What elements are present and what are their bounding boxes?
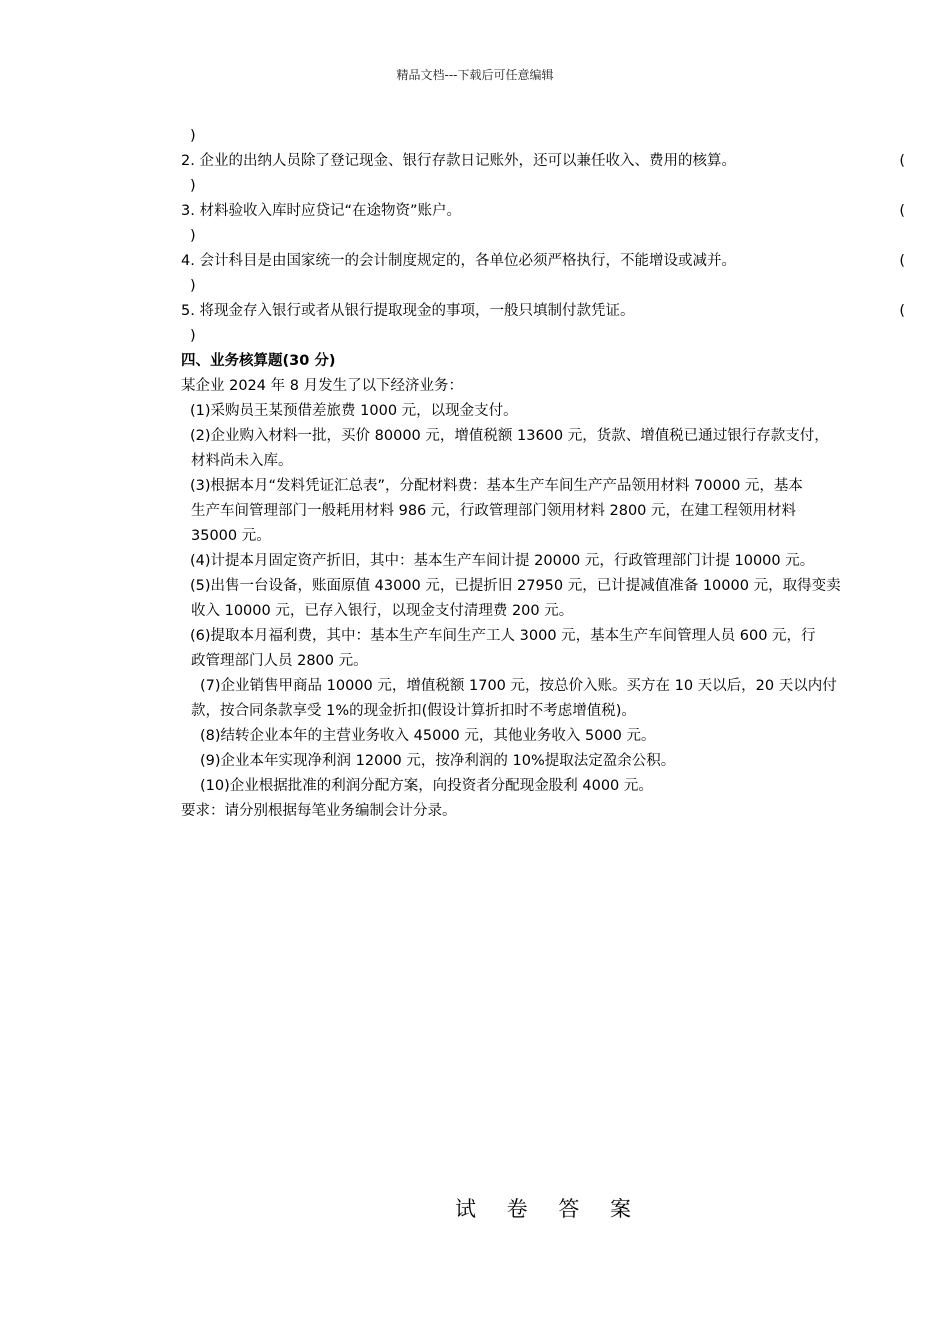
question-5-line-2: 收入 10000 元，已存入银行，以现金支付清理费 200 元。 xyxy=(191,603,574,619)
tf-item-text: 3. 材料验收入库时应贷记“在途物资”账户。 xyxy=(181,203,461,219)
question-6-line-2: 政管理部门人员 2800 元。 xyxy=(191,653,368,669)
requirement-text: 要求：请分别根据每笔业务编制会计分录。 xyxy=(181,803,457,819)
tf-item-text: 4. 会计科目是由国家统一的会计制度规定的，各单位必须严格执行，不能增设或减并。 xyxy=(181,253,736,269)
question-1: (1)采购员王某预借差旅费 1000 元，以现金支付。 xyxy=(190,403,518,419)
tf-close-paren: ) xyxy=(190,278,196,294)
tf-item-3 xyxy=(181,199,905,249)
answers-title: 试 卷 答 案 xyxy=(454,1197,644,1221)
page-header: 精品文档---下载后可任意编辑 xyxy=(396,68,554,82)
question-3-line-1: (3)根据本月“发料凭证汇总表”，分配材料费：基本生产车间生产产品领用材料 70000 元，基本 xyxy=(190,478,803,494)
question-6-line-1: (6)提取本月福利费，其中：基本生产车间生产工人 3000 元，基本生产车间管理人员 600 元，行 xyxy=(190,628,816,644)
tf-close-paren: ) xyxy=(190,328,196,344)
tf-item-5 xyxy=(181,299,905,349)
tf-item-text: 2. 企业的出纳人员除了登记现金、银行存款日记账外，还可以兼任收入、费用的核算。 xyxy=(181,153,736,169)
question-7-line-1: (7)企业销售甲商品 10000 元，增值税额 1700 元，按总价入账。买方在 10 天以后，20 天以内付 xyxy=(200,678,837,694)
tf-close-paren: ) xyxy=(190,128,196,144)
document-body xyxy=(181,124,905,824)
question-3-line-3: 35000 元。 xyxy=(191,528,271,544)
tf-open-paren: ( xyxy=(899,253,905,269)
section-4-title: 四、业务核算题(30 分) xyxy=(181,353,336,369)
question-5-line-1: (5)出售一台设备，账面原值 43000 元，已提折旧 27950 元，已计提减值准备 10000 元，取得变卖 xyxy=(190,578,841,594)
question-10: (10)企业根据批准的利润分配方案，向投资者分配现金股利 4000 元。 xyxy=(200,778,653,794)
tf-item-text: 5. 将现金存入银行或者从银行提取现金的事项，一般只填制付款凭证。 xyxy=(181,303,635,319)
question-2-line-2: 材料尚未入库。 xyxy=(191,453,293,469)
tf-open-paren: ( xyxy=(899,153,905,169)
question-3-line-2: 生产车间管理部门一般耗用材料 986 元，行政管理部门领用材料 2800 元，在建工程领用材料 xyxy=(191,503,797,519)
question-8: (8)结转企业本年的主营业务收入 45000 元，其他业务收入 5000 元。 xyxy=(200,728,656,744)
section-4-intro: 某企业 2024 年 8 月发生了以下经济业务： xyxy=(181,378,464,394)
tf-open-paren: ( xyxy=(899,203,905,219)
tf-item-2 xyxy=(181,149,905,199)
tf-close-paren: ) xyxy=(190,178,196,194)
tf-item-4 xyxy=(181,249,905,299)
tf-open-paren: ( xyxy=(899,303,905,319)
tf-close-paren: ) xyxy=(190,228,196,244)
question-2-line-1: (2)企业购入材料一批，买价 80000 元，增值税额 13600 元，货款、增值税已通过银行存款支付， xyxy=(190,428,829,444)
question-4: (4)计提本月固定资产折旧，其中：基本生产车间计提 20000 元，行政管理部门计提 10000 元。 xyxy=(190,553,815,569)
question-7-line-2: 款，按合同条款享受 1%的现金折扣(假设计算折扣时不考虑增值税)。 xyxy=(191,703,636,719)
question-9: (9)企业本年实现净利润 12000 元，按净利润的 10%提取法定盈余公积。 xyxy=(200,753,676,769)
